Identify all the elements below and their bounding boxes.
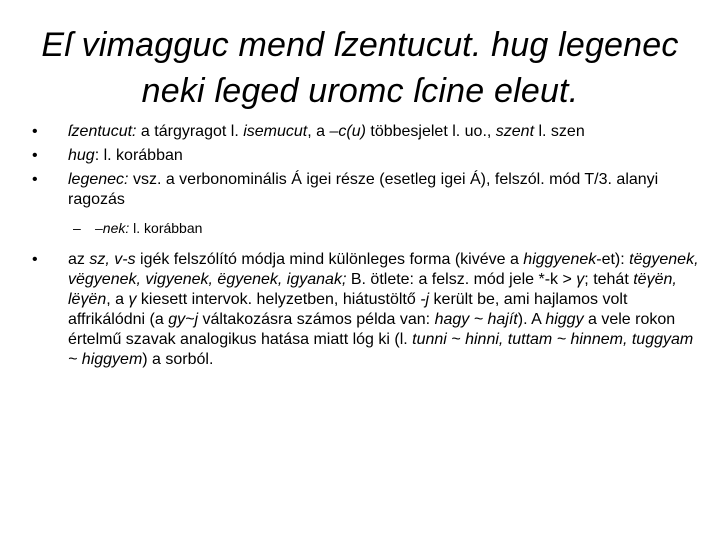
bullet-icon: • xyxy=(32,171,38,188)
term: hug xyxy=(68,147,95,164)
bullet-item-hug: • hug: l. korábban xyxy=(32,147,183,164)
bullet-icon: • xyxy=(32,147,38,164)
dash-icon: – xyxy=(73,220,81,236)
slide-title: Eſ vimagguc mend ſzentucut. hug legenec neki ſeged uromc ſcine eleut. xyxy=(41,26,679,110)
bullet-icon: • xyxy=(32,251,38,268)
bullet-item-felszolito: • az sz, v-s igék felszólító módja mind különleges forma (kivéve a higgyenek-et): tëgyenek, vëgyenek, vigyenek, ëgyenek, igyanak; B. ötlete: a felsz. mód jele *-k > γ; tehát tëγën, lëγën, a γ kiesett intervok. helyzetben, hiátustöltő -j került be, ami hajlamos volt affrikálódni (a gy~j váltakozásra számos példa van: hagy ~ hajít). A higgy a vele rokon értelmű szavak analogikus hatása miatt lóg ki (l. tunni ~ hinni, tuttam ~ hinnem, tuggyam ~ higgyem) a sorból. xyxy=(32,251,699,368)
sub-list-container xyxy=(32,219,702,237)
bullet-item-legenec: • legenec: vsz. a verbonominális Á igei része (esetleg igei Á), felszól. mód T/3. alanyi ragozás xyxy=(32,171,659,208)
term: ſzentucut: xyxy=(68,123,137,140)
bullet-list xyxy=(32,122,702,370)
term: –nek: xyxy=(95,220,130,236)
sub-bullet-item-nek: – –nek: l. korábban xyxy=(73,220,203,236)
slide-content xyxy=(32,122,702,374)
term: legenec: xyxy=(68,171,129,188)
bullet-item-szentucut: • ſzentucut: a tárgyragot l. isemucut, a –c(u) többesjelet l. uo., szent l. szen xyxy=(32,123,585,140)
bullet-icon: • xyxy=(32,123,38,140)
sub-bullet-list xyxy=(32,219,702,237)
